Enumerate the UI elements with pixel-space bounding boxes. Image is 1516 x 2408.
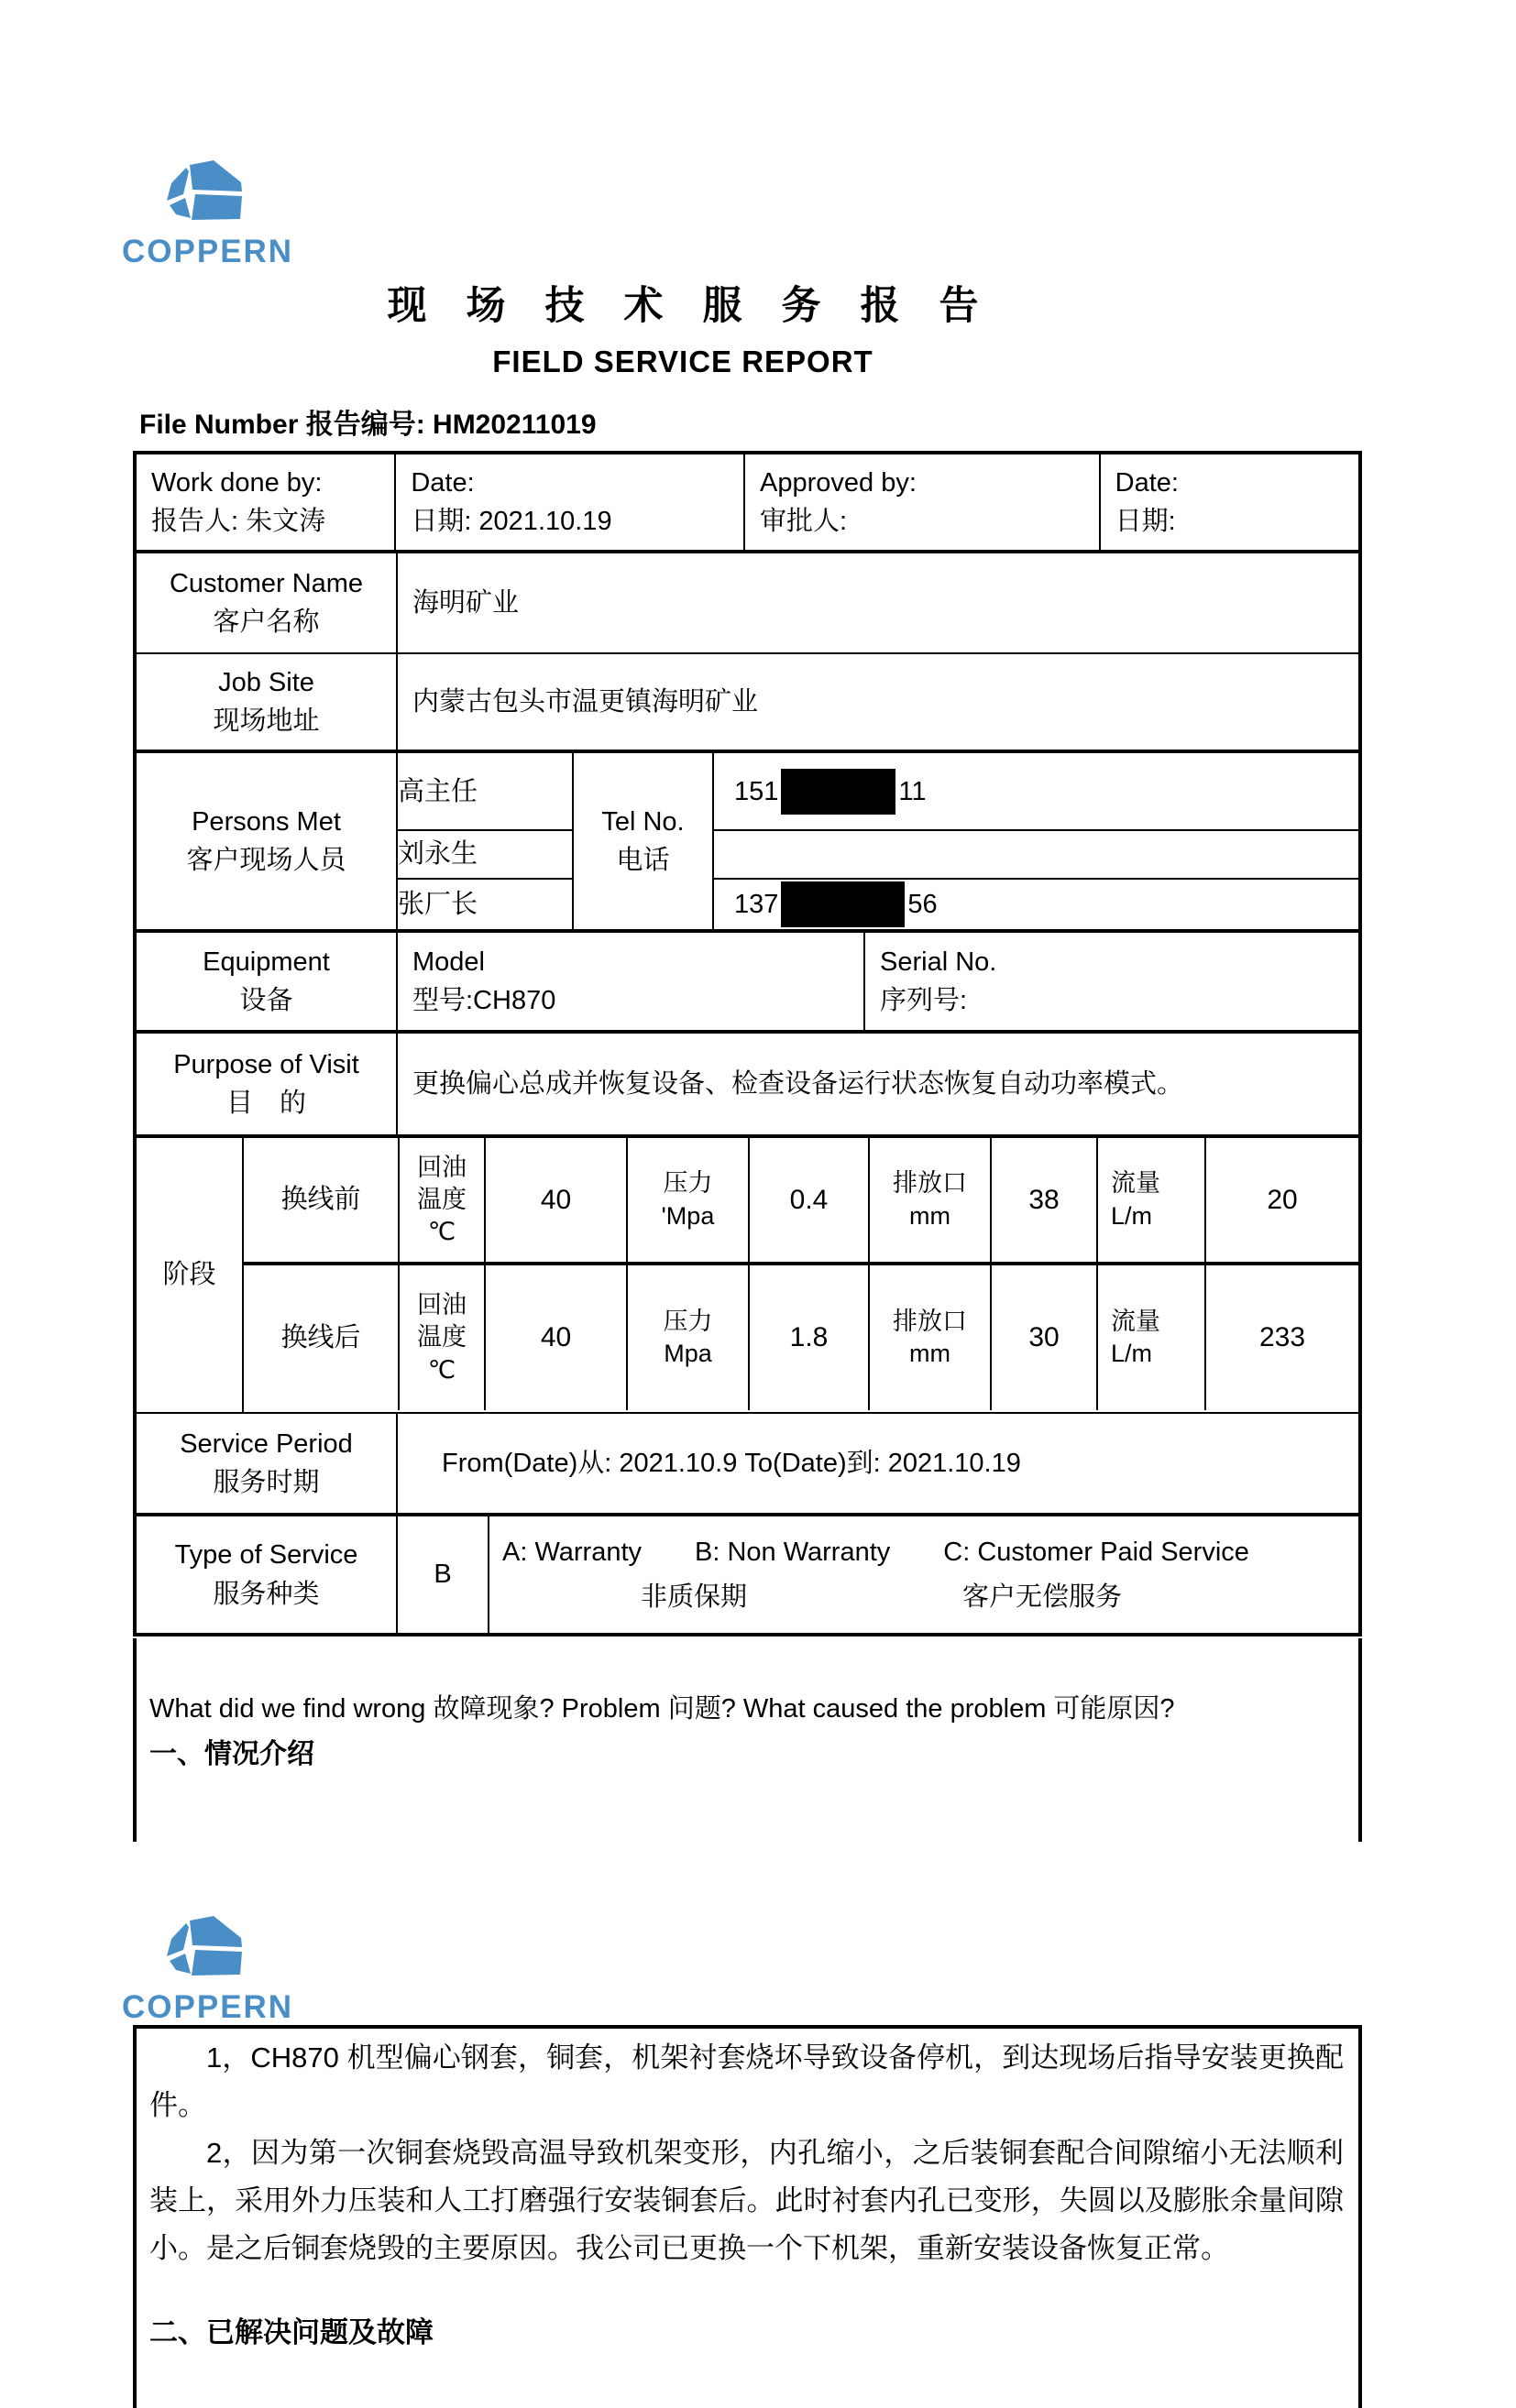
equipment-label-cn: 设备: [239, 986, 293, 1015]
coppern-logo: [122, 1916, 305, 2026]
flow-label-2: 流量 L/m: [1098, 1265, 1206, 1410]
faceted-stone-icon: [162, 160, 250, 226]
job-site-value: 内蒙古包头市温更镇海明矿业: [412, 686, 759, 717]
findings-question: What did we find wrong 故障现象? Problem 问题? What caused the problem 可能原因?: [149, 1694, 1175, 1724]
service-period-label-cn: 服务时期: [213, 1468, 320, 1497]
discharge-label: 排放口 mm: [870, 1138, 992, 1262]
phase-name-before: 换线前: [244, 1138, 400, 1262]
service-period-label: [137, 1414, 398, 1513]
flow-label: 流量 L/m: [1098, 1138, 1206, 1262]
row-work-done-by: [137, 454, 1358, 553]
report-date-value: 日期: 2021.10.19: [411, 507, 612, 536]
pressure-label-after: 压力 Mpa: [628, 1265, 750, 1410]
phone-numbers-column: [714, 753, 1358, 929]
purpose-label-en: Purpose of Visit: [173, 1049, 359, 1079]
model-value: 型号:CH870: [412, 986, 556, 1015]
customer-label-cn: 客户名称: [213, 607, 320, 637]
type-of-service-options: [489, 1516, 1358, 1633]
equipment-label: [137, 933, 398, 1030]
person-name-1: 高主任: [398, 753, 572, 831]
row-customer-name: [137, 553, 1358, 654]
coppern-wordmark: COPPERN: [122, 234, 294, 269]
flow-after: 233: [1258, 1322, 1306, 1353]
option-b: B: Non Warranty: [695, 1538, 891, 1568]
persons-names-column: [398, 753, 574, 929]
narrative-paragraph-1: 1，CH870 机型偏心钢套，铜套，机架衬套烧坏导致设备停机，到达现场后指导安装更换配件。: [149, 2041, 1344, 2121]
phone-row-2: [714, 831, 1358, 879]
findings-box: [133, 1638, 1362, 1842]
report-table: [133, 451, 1362, 1636]
phone1-suffix: 11: [898, 776, 927, 806]
redaction-box: [781, 881, 905, 927]
purpose-value: 更换偏心总成并恢复设备、检查设备运行状态恢复自动功率模式。: [412, 1068, 1184, 1099]
oil-temp-after: 40: [486, 1265, 628, 1410]
tel-no-label: [574, 753, 714, 929]
redaction-box: [781, 769, 895, 815]
approved-by-label: Approved by:: [760, 467, 917, 498]
job-site-label-en: Job Site: [218, 667, 314, 697]
equipment-serial: [865, 933, 1358, 1030]
phase-label: 阶段: [137, 1138, 244, 1412]
phone-row-3: [714, 880, 1358, 929]
persons-met-label: [137, 753, 398, 929]
oil-temp-label-2: 回油 温度 ℃: [400, 1265, 486, 1410]
person-name-3: 张厂长: [398, 889, 478, 919]
phone3-prefix: 137: [734, 889, 779, 919]
report-title-chinese: 现 场 技 术 服 务 报 告: [387, 284, 979, 328]
section2-heading: 二、已解决问题及故障: [149, 2316, 434, 2348]
coppern-logo: [122, 160, 305, 270]
pressure-after: 1.8: [750, 1265, 870, 1410]
coppern-wordmark: COPPERN: [122, 1989, 294, 2025]
narrative-paragraph-2: 2，因为第一次铜套烧毁高温导致机架变形，内孔缩小，之后装铜套配合间隙缩小无法顺利装上，采用外力压装和人工打磨强行安装铜套后。此时衬套内孔已变形，失圆以及膨胀余量间隙小。是之后铜套烧毁的主要原因。我公司已更换一个下机架，重新安装设备恢复正常。: [149, 2137, 1344, 2264]
equipment-model: [398, 933, 865, 1030]
option-c: C: Customer Paid Service: [943, 1538, 1249, 1568]
work-done-by-label: Work done by:: [151, 467, 323, 498]
equipment-label-en: Equipment: [203, 947, 330, 977]
section1-heading: 一、情况介绍: [149, 1739, 314, 1769]
serial-value: 序列号:: [880, 986, 968, 1015]
option-a: A: Warranty: [502, 1538, 643, 1568]
option-b-cn: 非质保期: [641, 1582, 748, 1612]
file-number: File Number 报告编号: HM20211019: [139, 410, 597, 440]
approve-date-label: Date:: [1115, 467, 1179, 498]
approver-name: 审批人:: [760, 507, 848, 536]
row-type-of-service: [137, 1516, 1358, 1633]
persons-met-label-en: Persons Met: [192, 806, 341, 837]
tel-label-cn: 电话: [616, 846, 670, 875]
serial-label: Serial No.: [880, 947, 997, 977]
job-site-label: [137, 654, 398, 750]
phase-row-before: [244, 1138, 1358, 1265]
purpose-label-cn: 目 的: [225, 1089, 306, 1118]
persons-met-label-cn: 客户现场人员: [186, 846, 346, 875]
type-of-service-label: [137, 1516, 398, 1633]
row-job-site: [137, 654, 1358, 753]
cell-report-date: [396, 454, 745, 550]
discharge-label-2: 排放口 mm: [870, 1265, 992, 1410]
option-c-cn: 客户无偿服务: [962, 1582, 1123, 1612]
narrative-box: [133, 2025, 1362, 2408]
row-equipment: [137, 933, 1358, 1034]
customer-label-en: Customer Name: [169, 568, 364, 598]
phase-row-after: [244, 1265, 1358, 1410]
row-service-period: [137, 1414, 1358, 1516]
type-of-service-label-cn: 服务种类: [213, 1579, 320, 1609]
phone-row-1: [714, 753, 1358, 831]
cell-approve-date: [1101, 454, 1358, 550]
phase-rows: [244, 1138, 1358, 1412]
service-period-label-en: Service Period: [180, 1428, 353, 1459]
oil-temp-label: 回油 温度 ℃: [400, 1138, 486, 1262]
service-period-value: From(Date)从: 2021.10.9 To(Date)到: 2021.10.19: [442, 1448, 1021, 1478]
row-phase-block: [137, 1138, 1358, 1414]
faceted-stone-icon: [162, 1916, 250, 1982]
report-title-english: FIELD SERVICE REPORT: [492, 345, 873, 378]
job-site-label-cn: 现场地址: [213, 706, 320, 736]
row-persons-met: [137, 753, 1358, 933]
pressure-before: 0.4: [750, 1138, 870, 1262]
purpose-label: [137, 1034, 398, 1134]
customer-name-value: 海明矿业: [412, 587, 520, 618]
phone1-prefix: 151: [734, 776, 779, 806]
pressure-label-before: 压力 'Mpa: [628, 1138, 750, 1262]
customer-name-label: [137, 553, 398, 652]
row-purpose: [137, 1034, 1358, 1138]
flow-before: 20: [1267, 1184, 1298, 1215]
person-name-2: 刘永生: [398, 831, 572, 879]
cell-approved-by: [745, 454, 1101, 550]
discharge-after: 30: [992, 1265, 1098, 1410]
reporter-name: 报告人: 朱文涛: [151, 507, 326, 536]
date-label: Date:: [411, 467, 475, 498]
type-of-service-label-en: Type of Service: [174, 1540, 358, 1571]
cell-work-done-by: [137, 454, 396, 550]
phone3-suffix: 56: [907, 889, 938, 919]
phase-name-after: 换线后: [244, 1265, 400, 1410]
type-of-service-selected: B: [398, 1516, 489, 1633]
approve-date-value: 日期:: [1115, 507, 1176, 536]
discharge-before: 38: [992, 1138, 1098, 1262]
oil-temp-before: 40: [486, 1138, 628, 1262]
tel-label-en: Tel No.: [601, 806, 685, 837]
model-label: Model: [412, 947, 485, 977]
